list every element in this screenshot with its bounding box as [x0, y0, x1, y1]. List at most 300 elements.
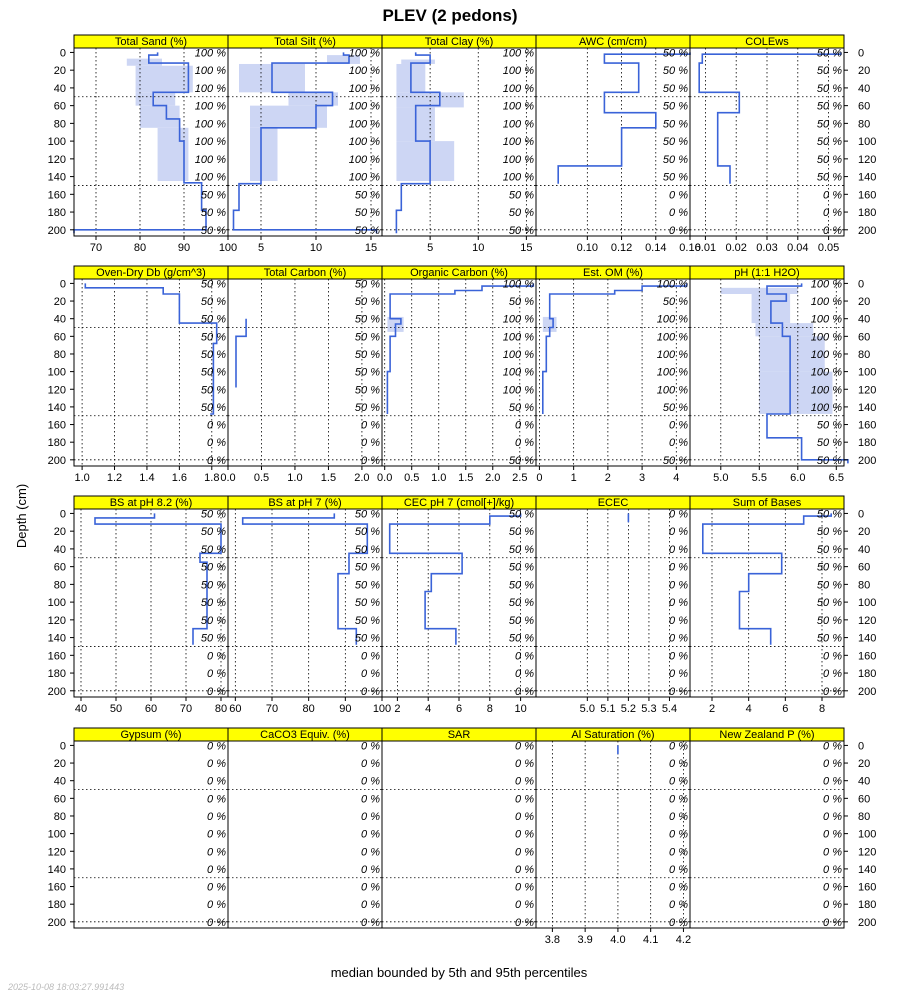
percent-label: 0 % [823, 828, 842, 841]
x-tick-label: 5 [427, 242, 434, 254]
percent-label: 0 % [669, 207, 688, 220]
y-tick-label: 60 [858, 561, 871, 574]
percent-label: 0 % [669, 685, 688, 698]
percent-label: 50 % [508, 224, 534, 237]
percent-label: 0 % [361, 685, 380, 698]
percent-label: 50 % [816, 82, 842, 95]
x-tick-label: 5.2 [620, 703, 637, 715]
percent-label: 100 % [502, 331, 534, 344]
percent-label: 50 % [354, 348, 380, 361]
percent-label: 0 % [207, 863, 226, 876]
percent-label: 0 % [515, 793, 534, 806]
x-tick-label: 0 [536, 472, 543, 484]
percent-label: 100 % [348, 65, 380, 78]
y-tick-label: 20 [858, 758, 871, 771]
percent-label: 0 % [361, 881, 380, 894]
percent-label: 0 % [823, 846, 842, 859]
percent-label: 0 % [669, 189, 688, 202]
x-tick-label: 2 [604, 472, 611, 484]
x-tick-label: 100 [218, 242, 238, 254]
panel-strip-label: Total Clay (%) [424, 36, 494, 48]
x-tick-label: 0.0 [220, 472, 236, 484]
panel-strip-label: BS at pH 7 (%) [268, 497, 342, 509]
y-tick-label: 0 [858, 278, 865, 291]
panel-strip-label: BS at pH 8.2 (%) [109, 497, 193, 509]
y-tick-label: 120 [858, 614, 877, 627]
percent-label: 50 % [662, 296, 688, 309]
y-tick-label: 180 [47, 668, 66, 681]
percent-label: 50 % [816, 171, 842, 184]
percent-label: 100 % [502, 348, 534, 361]
x-tick-label: 10 [472, 242, 485, 254]
percentile-band [140, 106, 180, 128]
y-tick-label: 180 [47, 899, 66, 912]
y-tick-label: 20 [53, 296, 66, 309]
panel-border [228, 741, 382, 928]
percent-label: 50 % [200, 207, 226, 220]
x-tick-label: 60 [229, 703, 242, 715]
percent-label: 50 % [508, 454, 534, 467]
percent-label: 0 % [361, 775, 380, 788]
y-tick-label: 180 [858, 437, 877, 450]
percent-label: 0 % [669, 508, 688, 521]
y-tick-label: 160 [858, 419, 877, 432]
x-tick-label: 1.8 [204, 472, 220, 484]
percent-label: 100 % [810, 313, 842, 326]
y-tick-label: 200 [858, 224, 877, 237]
y-tick-label: 140 [47, 632, 66, 645]
y-tick-label: 200 [858, 454, 877, 467]
y-tick-label: 200 [858, 685, 877, 698]
percent-label: 50 % [508, 508, 534, 521]
panel-ecec [536, 496, 690, 715]
x-tick-label: 1 [570, 472, 577, 484]
percentile-band [755, 323, 813, 336]
x-tick-label: 4 [425, 703, 432, 715]
x-tick-label: 80 [214, 703, 228, 715]
percent-label: 0 % [361, 899, 380, 912]
percent-label: 50 % [354, 331, 380, 344]
percent-label: 50 % [200, 296, 226, 309]
x-tick-label: 50 [109, 703, 123, 715]
y-tick-label: 0 [858, 508, 865, 521]
y-tick-label: 120 [858, 153, 877, 166]
percent-label: 0 % [823, 775, 842, 788]
y-tick-label: 160 [858, 650, 877, 663]
x-tick-label: 0.05 [817, 242, 840, 254]
x-tick-label: 8 [818, 703, 826, 715]
x-tick-label: 1.5 [320, 472, 337, 484]
percent-label: 100 % [810, 384, 842, 397]
panel-strip-label: Total Silt (%) [274, 36, 336, 48]
x-tick-label: 80 [302, 703, 315, 715]
y-tick-label: 0 [59, 278, 66, 291]
y-tick-label: 140 [47, 171, 66, 184]
percent-label: 50 % [662, 401, 688, 414]
percent-label: 0 % [823, 189, 842, 202]
y-tick-label: 160 [47, 189, 66, 202]
y-tick-label: 160 [47, 650, 66, 663]
y-tick-label: 100 [47, 828, 66, 841]
panel-strip-label: Est. OM (%) [583, 267, 643, 279]
percent-label: 100 % [656, 366, 688, 379]
percent-label: 100 % [502, 136, 534, 149]
percent-label: 100 % [194, 171, 226, 184]
percent-label: 0 % [669, 668, 688, 681]
percent-label: 50 % [354, 207, 380, 220]
y-tick-label: 80 [858, 579, 871, 592]
percent-label: 100 % [656, 384, 688, 397]
x-tick-label: 1.2 [106, 472, 123, 484]
y-tick-label: 100 [858, 136, 877, 149]
percent-label: 0 % [515, 846, 534, 859]
percent-label: 100 % [810, 296, 842, 309]
y-tick-label: 100 [858, 366, 877, 379]
percent-label: 0 % [669, 526, 688, 539]
panel-oven-dry-db-g-cm-3 [74, 266, 228, 484]
percentile-band [250, 128, 278, 181]
percent-label: 50 % [508, 632, 534, 645]
y-tick-label: 60 [53, 331, 66, 344]
panel-strip-label: New Zealand P (%) [719, 729, 815, 741]
x-tick-label: 0.0 [377, 472, 393, 484]
percent-label: 50 % [354, 597, 380, 610]
percent-label: 0 % [823, 685, 842, 698]
percent-label: 0 % [823, 881, 842, 894]
percent-label: 0 % [823, 863, 842, 876]
percent-label: 0 % [515, 881, 534, 894]
percent-label: 50 % [508, 526, 534, 539]
percent-label: 0 % [207, 454, 226, 467]
percent-label: 50 % [816, 508, 842, 521]
x-tick-label: 0.01 [694, 242, 717, 254]
median-line [390, 513, 521, 644]
x-tick-label: 6.5 [828, 472, 844, 484]
percent-label: 0 % [207, 916, 226, 929]
y-tick-label: 160 [858, 881, 877, 894]
percent-label: 50 % [200, 614, 226, 627]
percent-label: 50 % [200, 543, 226, 556]
percent-label: 0 % [515, 758, 534, 771]
panel-strip-label: Organic Carbon (%) [410, 267, 508, 279]
x-tick-label: 1.0 [74, 472, 90, 484]
median-line [243, 513, 368, 644]
percent-label: 100 % [502, 65, 534, 78]
percent-label: 50 % [662, 171, 688, 184]
percent-label: 0 % [823, 668, 842, 681]
y-tick-label: 200 [858, 916, 877, 929]
percent-label: 0 % [669, 758, 688, 771]
percent-label: 50 % [662, 47, 688, 60]
x-tick-label: 5.5 [751, 472, 767, 484]
y-tick-label: 20 [858, 296, 871, 309]
y-tick-label: 140 [858, 171, 877, 184]
y-tick-label: 120 [47, 384, 66, 397]
percent-label: 50 % [200, 579, 226, 592]
percent-label: 100 % [502, 82, 534, 95]
percent-label: 50 % [508, 614, 534, 627]
percent-label: 100 % [502, 171, 534, 184]
percent-label: 0 % [361, 846, 380, 859]
panel-sum-of-bases [690, 496, 844, 715]
panel-colews [690, 35, 844, 254]
y-tick-label: 120 [858, 846, 877, 859]
percent-label: 50 % [200, 561, 226, 574]
x-tick-label: 2.5 [512, 472, 528, 484]
percent-label: 50 % [200, 526, 226, 539]
y-tick-label: 160 [47, 881, 66, 894]
percent-label: 50 % [816, 543, 842, 556]
percent-label: 0 % [361, 758, 380, 771]
y-tick-label: 80 [53, 118, 66, 131]
percent-label: 50 % [354, 313, 380, 326]
percent-label: 0 % [361, 650, 380, 663]
y-tick-label: 80 [53, 348, 66, 361]
x-tick-label: 40 [74, 703, 88, 715]
percent-label: 50 % [816, 454, 842, 467]
percent-label: 0 % [823, 916, 842, 929]
percent-label: 0 % [207, 419, 226, 432]
percent-label: 100 % [194, 47, 226, 60]
percent-label: 50 % [508, 296, 534, 309]
percent-label: 50 % [508, 597, 534, 610]
percent-label: 100 % [502, 366, 534, 379]
x-tick-label: 0.03 [756, 242, 778, 254]
y-tick-label: 40 [53, 313, 66, 326]
percent-label: 0 % [515, 899, 534, 912]
percent-label: 50 % [200, 331, 226, 344]
y-tick-label: 40 [858, 82, 871, 95]
panel-strip-label: CaCO3 Equiv. (%) [260, 729, 350, 741]
percent-label: 0 % [361, 793, 380, 806]
percent-label: 50 % [354, 526, 380, 539]
y-tick-label: 0 [59, 47, 66, 60]
percent-label: 50 % [354, 401, 380, 414]
x-tick-label: 0.5 [404, 472, 420, 484]
y-tick-label: 100 [47, 136, 66, 149]
percent-label: 100 % [502, 118, 534, 131]
percent-label: 100 % [348, 82, 380, 95]
panel-bs-at-ph-8-2 [74, 496, 228, 715]
panel-caco3-equiv [228, 728, 382, 929]
percent-label: 100 % [810, 278, 842, 291]
panel-border [690, 741, 844, 928]
percent-label: 50 % [662, 100, 688, 113]
percent-label: 100 % [194, 136, 226, 149]
panel-ph-1-1-h2o [690, 266, 848, 484]
x-tick-label: 70 [179, 703, 193, 715]
percent-label: 100 % [656, 348, 688, 361]
x-axis-label: median bounded by 5th and 95th percentiles [330, 965, 588, 980]
x-tick-label: 0.04 [787, 242, 809, 254]
percent-label: 0 % [669, 916, 688, 929]
x-tick-label: 6 [782, 703, 789, 715]
percent-label: 0 % [669, 419, 688, 432]
percent-label: 0 % [207, 846, 226, 859]
x-tick-label: 10 [309, 242, 323, 254]
y-tick-label: 20 [53, 758, 66, 771]
percent-label: 0 % [515, 685, 534, 698]
y-tick-label: 140 [858, 401, 877, 414]
panel-al-saturation [536, 728, 691, 946]
y-tick-label: 60 [858, 793, 871, 806]
percent-label: 0 % [669, 224, 688, 237]
panel-strip-label: Total Sand (%) [114, 36, 188, 48]
percentile-band [127, 59, 162, 66]
percent-label: 100 % [656, 331, 688, 344]
percent-label: 0 % [515, 740, 534, 753]
panel-border [536, 741, 690, 928]
x-tick-label: 10 [514, 703, 527, 715]
y-tick-label: 0 [59, 508, 66, 521]
percent-label: 0 % [669, 579, 688, 592]
y-tick-label: 180 [858, 668, 877, 681]
percent-label: 0 % [207, 775, 226, 788]
percent-label: 50 % [816, 419, 842, 432]
percent-label: 100 % [502, 278, 534, 291]
percent-label: 100 % [810, 401, 842, 414]
percent-label: 100 % [194, 82, 226, 95]
percent-label: 50 % [816, 65, 842, 78]
x-tick-label: 15 [364, 242, 378, 254]
percent-label: 50 % [816, 437, 842, 450]
panel-awc-cm-cm [536, 35, 701, 254]
panel-strip-label: ECEC [597, 497, 629, 509]
y-tick-label: 140 [47, 401, 66, 414]
percent-label: 0 % [669, 793, 688, 806]
percentile-band [396, 141, 454, 181]
percent-label: 50 % [662, 454, 688, 467]
percent-label: 50 % [354, 579, 380, 592]
percent-label: 50 % [354, 561, 380, 574]
panel-strip-label: pH (1:1 H2O) [734, 267, 800, 279]
percent-label: 0 % [823, 740, 842, 753]
panel-bs-at-ph-7 [228, 496, 391, 715]
percent-label: 50 % [200, 348, 226, 361]
y-tick-label: 80 [858, 348, 871, 361]
y-tick-label: 140 [858, 632, 877, 645]
y-tick-label: 40 [858, 313, 871, 326]
panel-cec-ph-7-cmol-kg [382, 496, 536, 715]
median-line [85, 283, 216, 414]
panel-strip-label: COLEws [745, 36, 789, 48]
y-tick-label: 80 [858, 810, 871, 823]
percent-label: 50 % [200, 508, 226, 521]
percent-label: 0 % [515, 650, 534, 663]
x-tick-label: 70 [265, 703, 279, 715]
percent-label: 0 % [207, 793, 226, 806]
x-tick-label: 0.16 [679, 242, 701, 254]
panel-strip-label: CEC pH 7 (cmol[+]/kg) [403, 497, 515, 509]
panel-total-carbon [220, 266, 382, 484]
percent-label: 0 % [515, 863, 534, 876]
panel-strip-label: Sum of Bases [732, 497, 802, 509]
percent-label: 0 % [515, 916, 534, 929]
y-tick-label: 200 [47, 685, 66, 698]
y-tick-label: 160 [47, 419, 66, 432]
panel-total-sand [74, 35, 237, 254]
x-tick-label: 4.2 [675, 934, 692, 946]
y-tick-label: 20 [858, 65, 871, 78]
percent-label: 0 % [669, 614, 688, 627]
percent-label: 50 % [354, 543, 380, 556]
x-tick-label: 4 [673, 472, 680, 484]
x-tick-label: 100 [372, 703, 392, 715]
percent-label: 50 % [508, 401, 534, 414]
percent-label: 100 % [348, 100, 380, 113]
percent-label: 0 % [361, 916, 380, 929]
percent-label: 0 % [207, 828, 226, 841]
percent-label: 0 % [823, 207, 842, 220]
x-tick-label: 60 [144, 703, 158, 715]
x-tick-label: 2 [708, 703, 716, 715]
percent-label: 100 % [348, 47, 380, 60]
percent-label: 0 % [207, 810, 226, 823]
y-tick-label: 80 [53, 810, 66, 823]
percent-label: 100 % [348, 171, 380, 184]
percent-label: 100 % [502, 47, 534, 60]
percent-label: 0 % [515, 668, 534, 681]
panel-strip-label: SAR [447, 729, 471, 741]
x-tick-label: 80 [133, 242, 147, 254]
percent-label: 100 % [502, 100, 534, 113]
x-tick-label: 5 [257, 242, 265, 254]
percent-label: 100 % [194, 100, 226, 113]
y-tick-label: 0 [59, 740, 66, 753]
percent-label: 0 % [823, 810, 842, 823]
y-tick-label: 40 [53, 82, 66, 95]
percent-label: 50 % [354, 632, 380, 645]
percent-label: 50 % [508, 207, 534, 220]
y-tick-label: 20 [53, 526, 66, 539]
percent-label: 0 % [669, 846, 688, 859]
percent-label: 50 % [662, 118, 688, 131]
percent-label: 0 % [823, 650, 842, 663]
percent-label: 50 % [200, 224, 226, 237]
x-tick-label: 1.0 [431, 472, 447, 484]
panel-border [382, 741, 536, 928]
percent-label: 100 % [194, 118, 226, 131]
percent-label: 50 % [508, 189, 534, 202]
x-tick-label: 1.0 [287, 472, 303, 484]
x-tick-label: 2.0 [354, 472, 370, 484]
percent-label: 0 % [669, 863, 688, 876]
y-tick-label: 140 [858, 863, 877, 876]
percent-label: 50 % [200, 313, 226, 326]
panel-sar [382, 728, 536, 929]
y-tick-label: 200 [47, 224, 66, 237]
x-tick-label: 2 [394, 703, 401, 715]
x-tick-label: 5.3 [641, 703, 657, 715]
x-tick-label: 90 [339, 703, 352, 715]
y-tick-label: 120 [47, 153, 66, 166]
panel-strip-label: Total Carbon (%) [263, 267, 347, 279]
percent-label: 100 % [348, 136, 380, 149]
x-tick-label: 2.0 [485, 472, 501, 484]
y-tick-label: 100 [47, 366, 66, 379]
x-tick-label: 0.12 [610, 242, 633, 254]
percent-label: 0 % [669, 828, 688, 841]
percentile-band [721, 288, 798, 294]
percent-label: 0 % [207, 758, 226, 771]
percent-label: 100 % [502, 313, 534, 326]
percent-label: 0 % [823, 899, 842, 912]
y-tick-label: 100 [858, 828, 877, 841]
x-tick-label: 5.0 [713, 472, 729, 484]
percent-label: 50 % [200, 401, 226, 414]
y-tick-label: 120 [47, 614, 66, 627]
percent-label: 50 % [354, 189, 380, 202]
